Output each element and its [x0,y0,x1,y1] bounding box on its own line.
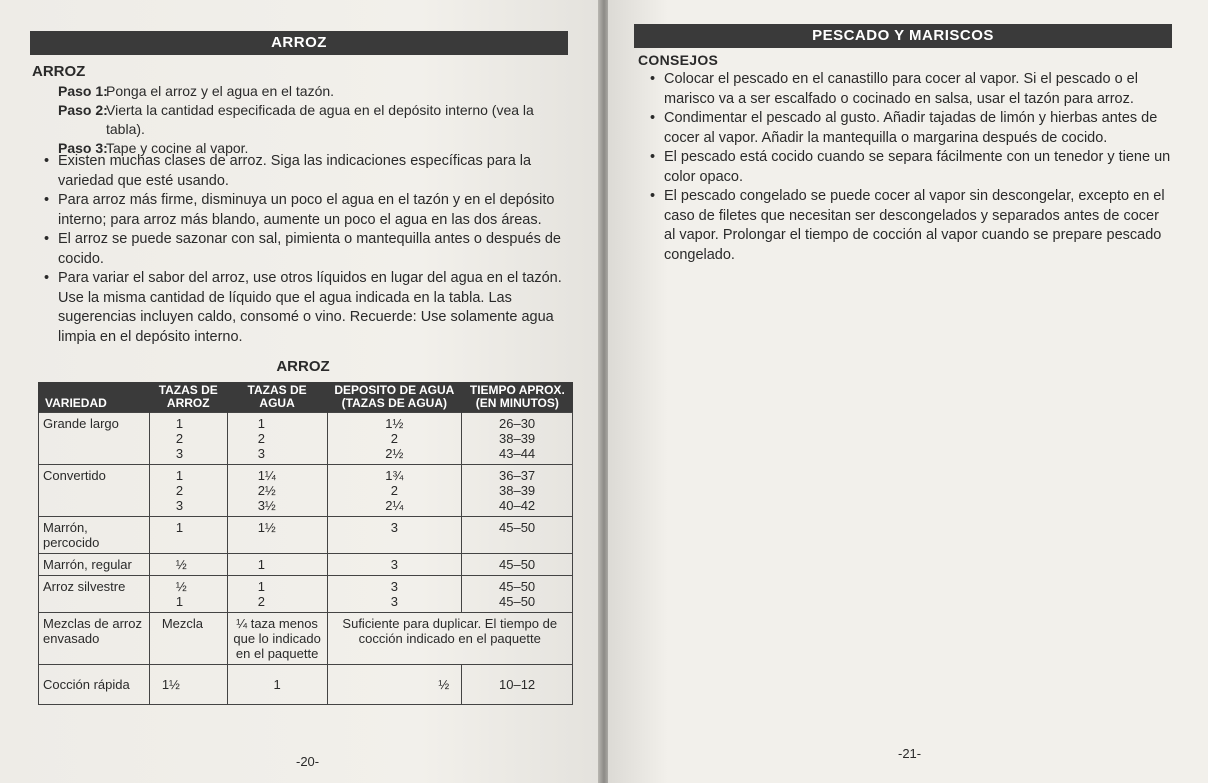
table-row [39,554,573,576]
cell-value: 1¾ [385,468,404,483]
variety-cell: Mezclas de arroz envasado [39,613,150,665]
cell-value: 3 [390,520,398,535]
table-row [39,613,573,665]
reservoir-cell [327,576,462,613]
step-label: Paso 2: [58,102,108,118]
cell-value: 1 [257,557,265,572]
cell-value: 1 [257,579,265,594]
cell-value: 2½ [385,446,404,461]
steps-list [58,82,568,158]
cell-value: 45–50 [499,557,536,572]
rice-table [38,382,573,705]
column-header: VARIEDAD [39,382,150,413]
cell-value: 1½ [257,520,276,535]
variety-cell: Convertido [39,465,150,517]
time-cell [462,517,573,554]
right-page [608,0,1208,783]
cell-value: 3 [257,446,265,461]
page-number: -20- [296,754,320,769]
cell-value: 1 [175,520,184,535]
rice-cups-cell: Mezcla [149,613,227,665]
cell-value: 45–50 [499,594,536,609]
cell-value: 1 [175,594,184,609]
table-row [39,517,573,554]
column-header: TAZAS DE AGUA [227,382,327,413]
cell-value: 3 [390,557,398,572]
cell-value: 3 [175,446,184,461]
cell-value: 1 [175,416,184,431]
cell-value: 38–39 [499,483,536,498]
rice-cups-cell [149,413,227,465]
tips-list [648,70,1173,265]
cell-value: 2 [257,431,265,446]
left-page [0,0,600,783]
time-cell: 10–12 [462,665,573,705]
cell-value: 2 [175,483,184,498]
cell-value: 3½ [257,498,276,513]
time-cell [462,465,573,517]
water-cups-cell [227,554,327,576]
reservoir-note-cell: Suficiente para duplicar. El tiempo de cocción indicado en el paquette [327,613,573,665]
table-row [39,576,573,613]
cell-value: 3 [175,498,184,513]
cell-value: 2¼ [385,498,404,513]
page-banner: PESCADO Y MARISCOS [634,24,1172,48]
cell-value: 2 [390,431,398,446]
list-item: • El arroz se puede sazonar con sal, pimienta o mantequilla antes o después de cocido. [42,230,570,269]
time-cell [462,576,573,613]
variety-cell: Marrón, percocido [39,517,150,554]
cell-value: 45–50 [499,520,536,535]
cell-value: 45–50 [499,579,536,594]
cell-value: 2 [257,594,265,609]
table-row [39,665,573,705]
list-item: • El pescado congelado se puede cocer al vapor sin descongelar, excepto en el caso de filetes que necesitan ser descongelados y separados antes de cocer al vapor. Prolongar el tiempo de cocción al vapor cuando se prepare pescado congelado. [648,187,1173,265]
tips-list [42,152,570,347]
step [58,101,568,139]
list-item: • Existen muchas clases de arroz. Siga las indicaciones específicas para la variedad que esté usando. [42,152,570,191]
cell-value: 1 [175,468,184,483]
section-title: CONSEJOS [638,52,719,68]
water-cups-cell: 1 [227,665,327,705]
step-text: Ponga el arroz y el agua en el tazón. [106,83,335,99]
list-item: • Para variar el sabor del arroz, use otros líquidos en lugar del agua en el tazón. Use la misma cantidad de líquido que el agua indicada en la tabla. Las sugerencias incluyen caldo, consomé o vino. Recuerde: Use solamente agua limpia en el depósito interno. [42,269,570,347]
cell-value: 1½ [385,416,404,431]
step-text: Vierta la cantidad especificada de agua en el depósito interno (vea la tabla). [106,102,534,137]
rice-cups-cell [149,465,227,517]
rice-cups-cell: 1½ [149,665,227,705]
cell-value: ½ [175,557,187,572]
list-item: • Condimentar el pescado al gusto. Añadir tajadas de limón y hierbas antes de cocer al vapor. Añadir la mantequilla o margarina después de cocido. [648,109,1173,148]
cell-value: 40–42 [499,498,536,513]
water-cups-cell [227,413,327,465]
cell-value: 36–37 [499,468,536,483]
list-item: • Colocar el pescado en el canastillo para cocer al vapor. Si el pescado o el marisco va a ser escalfado o cocinado en salsa, usar el tazón para arroz. [648,70,1173,109]
reservoir-cell [327,517,462,554]
cell-value: 2½ [257,483,276,498]
reservoir-cell [327,465,462,517]
table-row [39,465,573,517]
section-title: ARROZ [32,63,86,80]
step [58,82,568,101]
column-header: TAZAS DE ARROZ [149,382,227,413]
water-cups-cell: ¼ taza menos que lo indicado en el paquette [227,613,327,665]
list-item: • Para arroz más firme, disminuya un poco el agua en el tazón y en el depósito interno; para arroz más blando, aumente un poco el agua en las dos áreas. [42,191,570,230]
table-title: ARROZ [276,358,330,375]
reservoir-cell [327,554,462,576]
variety-cell: Cocción rápida [39,665,150,705]
cell-value: 43–44 [499,446,536,461]
step-text: Tape y cocine al vapor. [106,140,249,156]
list-item: • El pescado está cocido cuando se separa fácilmente con un tenedor y tiene un color opaco. [648,148,1173,187]
table-row [39,413,573,465]
page-number: -21- [898,746,922,761]
rice-cups-cell [149,576,227,613]
time-cell [462,413,573,465]
variety-cell: Grande largo [39,413,150,465]
cell-value: 26–30 [499,416,536,431]
cell-value: 2 [390,483,398,498]
water-cups-cell [227,465,327,517]
reservoir-cell [327,413,462,465]
variety-cell: Arroz silvestre [39,576,150,613]
cell-value: ½ [175,579,187,594]
page-banner: ARROZ [30,31,568,55]
rice-cups-cell [149,517,227,554]
column-header: DEPOSITO DE AGUA (TAZAS DE AGUA) [327,382,462,413]
step-label: Paso 3: [58,140,108,156]
cell-value: 3 [390,594,398,609]
rice-cups-cell [149,554,227,576]
cell-value: 2 [175,431,184,446]
cell-value: 1¼ [257,468,276,483]
variety-cell: Marrón, regular [39,554,150,576]
column-header: TIEMPO APROX. (EN MINUTOS) [462,382,573,413]
step-label: Paso 1: [58,83,108,99]
time-cell [462,554,573,576]
reservoir-cell: ½ [327,665,462,705]
cell-value: 38–39 [499,431,536,446]
cell-value: 3 [390,579,398,594]
table-header-row [39,382,573,413]
cell-value: 1 [257,416,265,431]
water-cups-cell [227,517,327,554]
water-cups-cell [227,576,327,613]
